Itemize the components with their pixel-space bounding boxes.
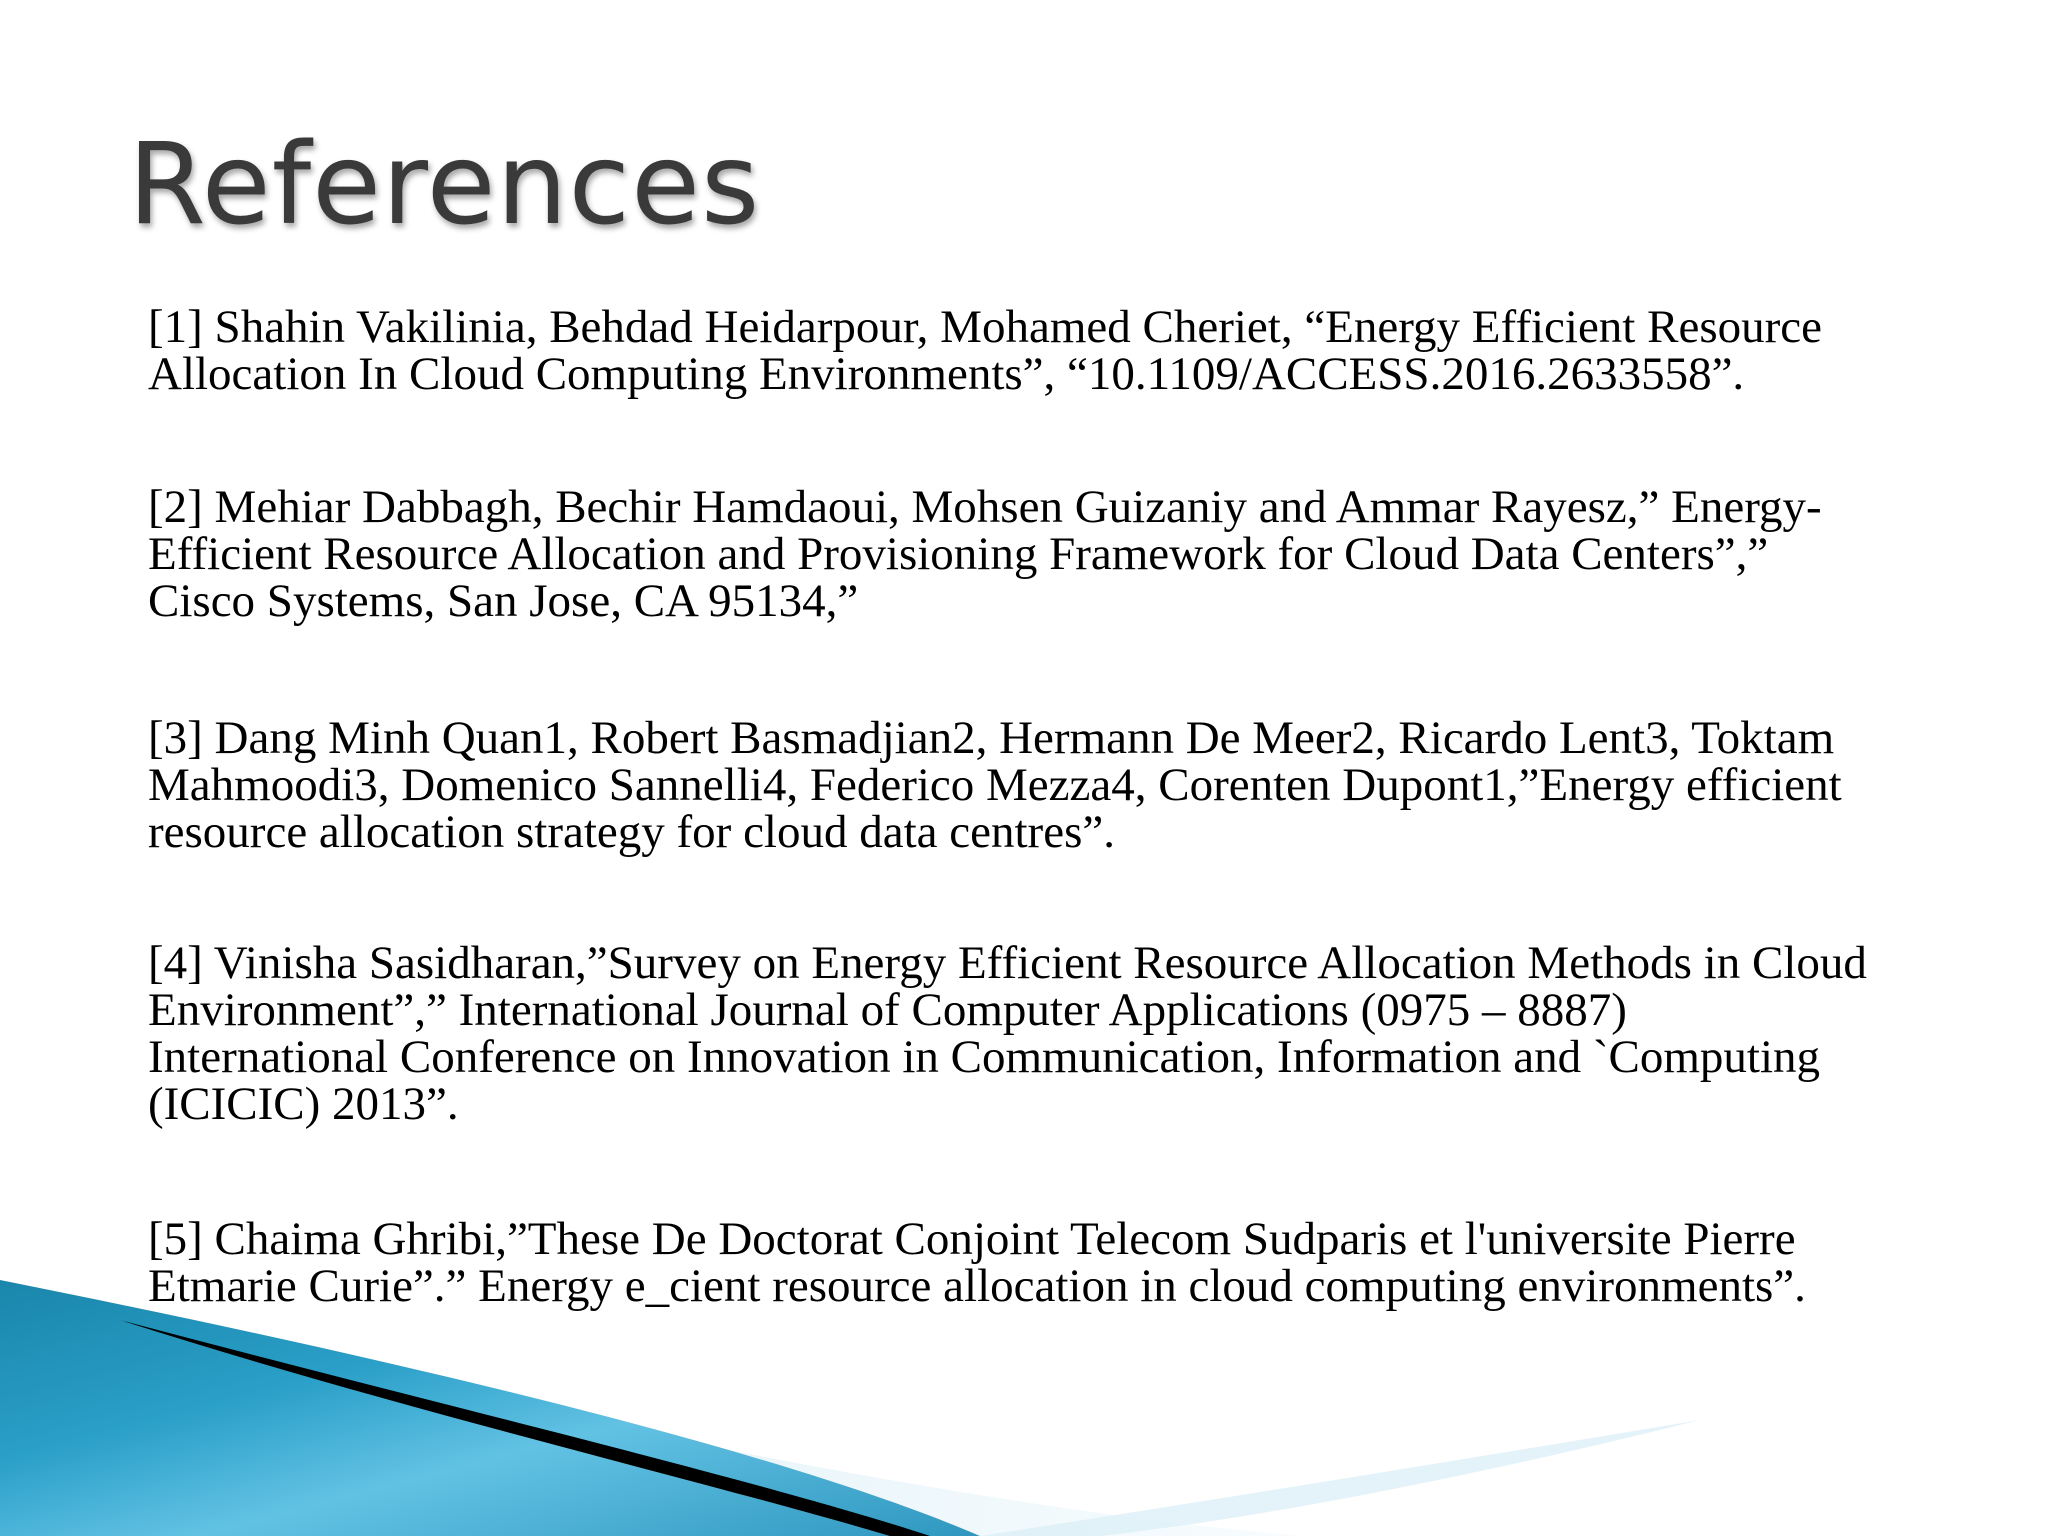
reference-item-5: [5] Chaima Ghribi,”These De Doctorat Conjoint Telecom Sudparis et l'universite Pierre Etmarie Curie”.” Energy e_cient resource allocation in cloud computing environments”. (148, 1213, 1806, 1312)
swoosh-blue-band (0, 1280, 980, 1536)
reference-item-1: [1] Shahin Vakilinia, Behdad Heidarpour, Mohamed Cheriet, “Energy Efficient Resource Allocation In Cloud Computing Environments”, “10.1109/ACCESS.2016.2633558”. (148, 301, 1822, 400)
reference-list (148, 301, 2008, 1396)
decorative-swoosh (0, 1280, 2048, 1536)
reference-item-4: [4] Vinisha Sasidharan,”Survey on Energy Efficient Resource Allocation Methods in Cloud Environment”,” International Journal of Computer Applications (0975 – 8887) International Conference on Innovation in Communication, Information and `Computing (ICICIC) 2013”. (148, 937, 1867, 1130)
reference-item-3: [3] Dang Minh Quan1, Robert Basmadjian2, Hermann De Meer2, Ricardo Lent3, Toktam Mahmoodi3, Domenico Sannelli4, Federico Mezza4, Corenten Dupont1,”Energy efficient resource allocation strategy for cloud data centres”. (148, 712, 1842, 858)
slide-title: References (128, 120, 761, 250)
reference-item-2: [2] Mehiar Dabbagh, Bechir Hamdaoui, Mohsen Guizaniy and Ammar Rayesz,” Energy- Efficient Resource Allocation and Provisioning Framework for Cloud Data Centers”,” Cisco Systems, San Jose, CA 95134,” (148, 481, 1822, 627)
